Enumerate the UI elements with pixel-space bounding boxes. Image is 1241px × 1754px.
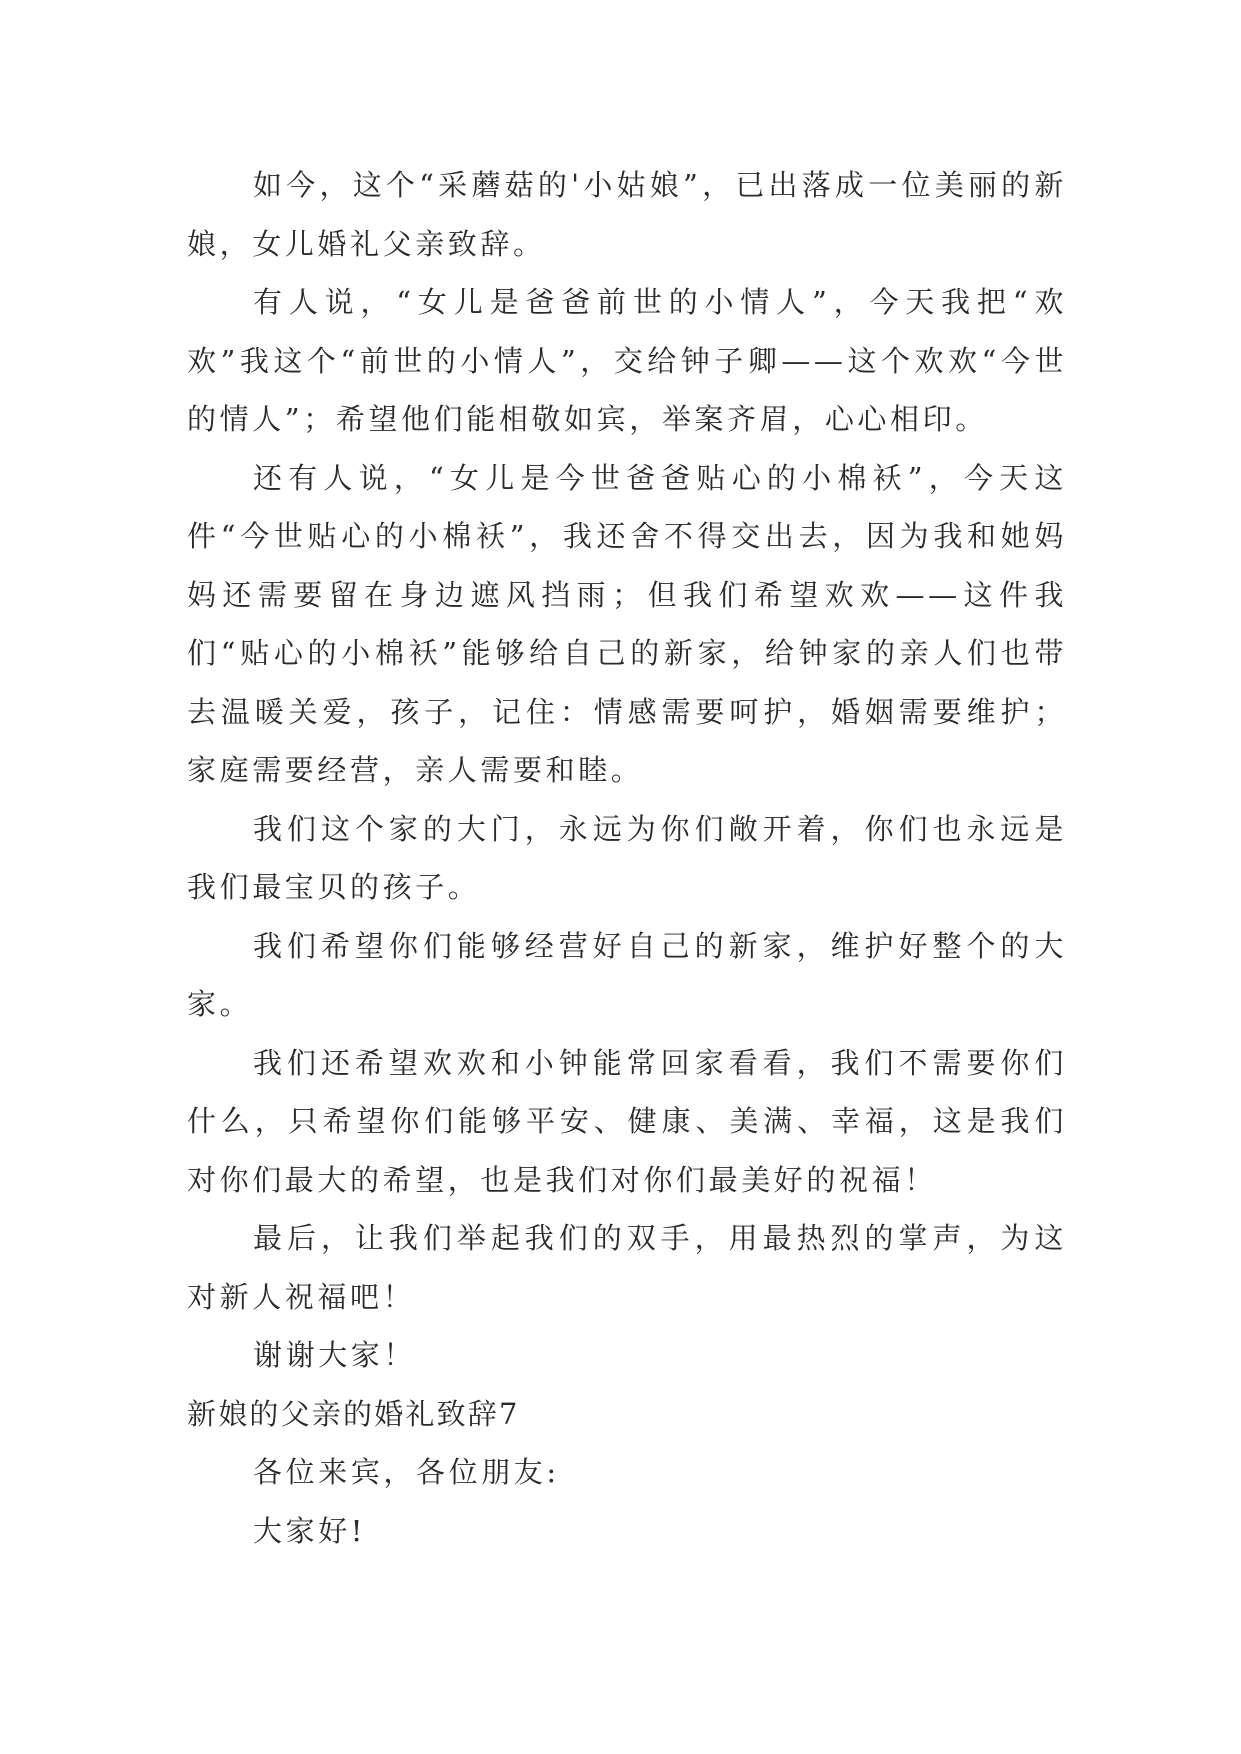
paragraph-visit-home: 我们还希望欢欢和小钟能常回家看看，我们不需要你们什么，只希望你们能够平安、健康、美满、幸福，这是我们对你们最大的希望，也是我们对你们最美好的祝福！ bbox=[187, 1045, 1067, 1197]
salutation: 大家好! bbox=[253, 1513, 367, 1548]
greeting: 各位来宾，各位朋友: bbox=[253, 1455, 560, 1489]
document-body bbox=[187, 156, 1067, 1560]
paragraph-bride-now: 如今，这个“采蘑菇的'小姑娘”，已出落成一位美丽的新娘，女儿婚礼父亲致辞。 bbox=[187, 168, 1067, 261]
paragraph-cotton-jacket: 还有人说，“女儿是今世爸爸贴心的小棉袄”，今天这件“今世贴心的小棉袄”，我还舍不得交出去，因为我和她妈妈还需要留在身边遮风挡雨；但我们希望欢欢——这件我们“贴心的小棉袄”能够给自己的新家，给钟家的亲人们也带去温暖关爱，孩子，记住：情感需要呵护，婚姻需要维护；家庭需要经营，亲人需要和睦。 bbox=[187, 460, 1067, 787]
paragraph-new-home: 我们希望你们能够经营好自己的新家，维护好整个的大家。 bbox=[187, 928, 1067, 1021]
section-title: 新娘的父亲的婚礼致辞7 bbox=[187, 1396, 520, 1431]
paragraph-past-lover: 有人说，“女儿是爸爸前世的小情人”，今天我把“欢欢”我这个“前世的小情人”，交给钟子卿——这个欢欢“今世的情人”；希望他们能相敬如宾，举案齐眉，心心相印。 bbox=[187, 285, 1067, 436]
paragraph-home-door: 我们这个家的大门，永远为你们敞开着，你们也永远是我们最宝贝的孩子。 bbox=[187, 811, 1067, 904]
paragraph-applause: 最后，让我们举起我们的双手，用最热烈的掌声，为这对新人祝福吧！ bbox=[187, 1221, 1067, 1314]
paragraph-thanks: 谢谢大家！ bbox=[253, 1338, 417, 1372]
